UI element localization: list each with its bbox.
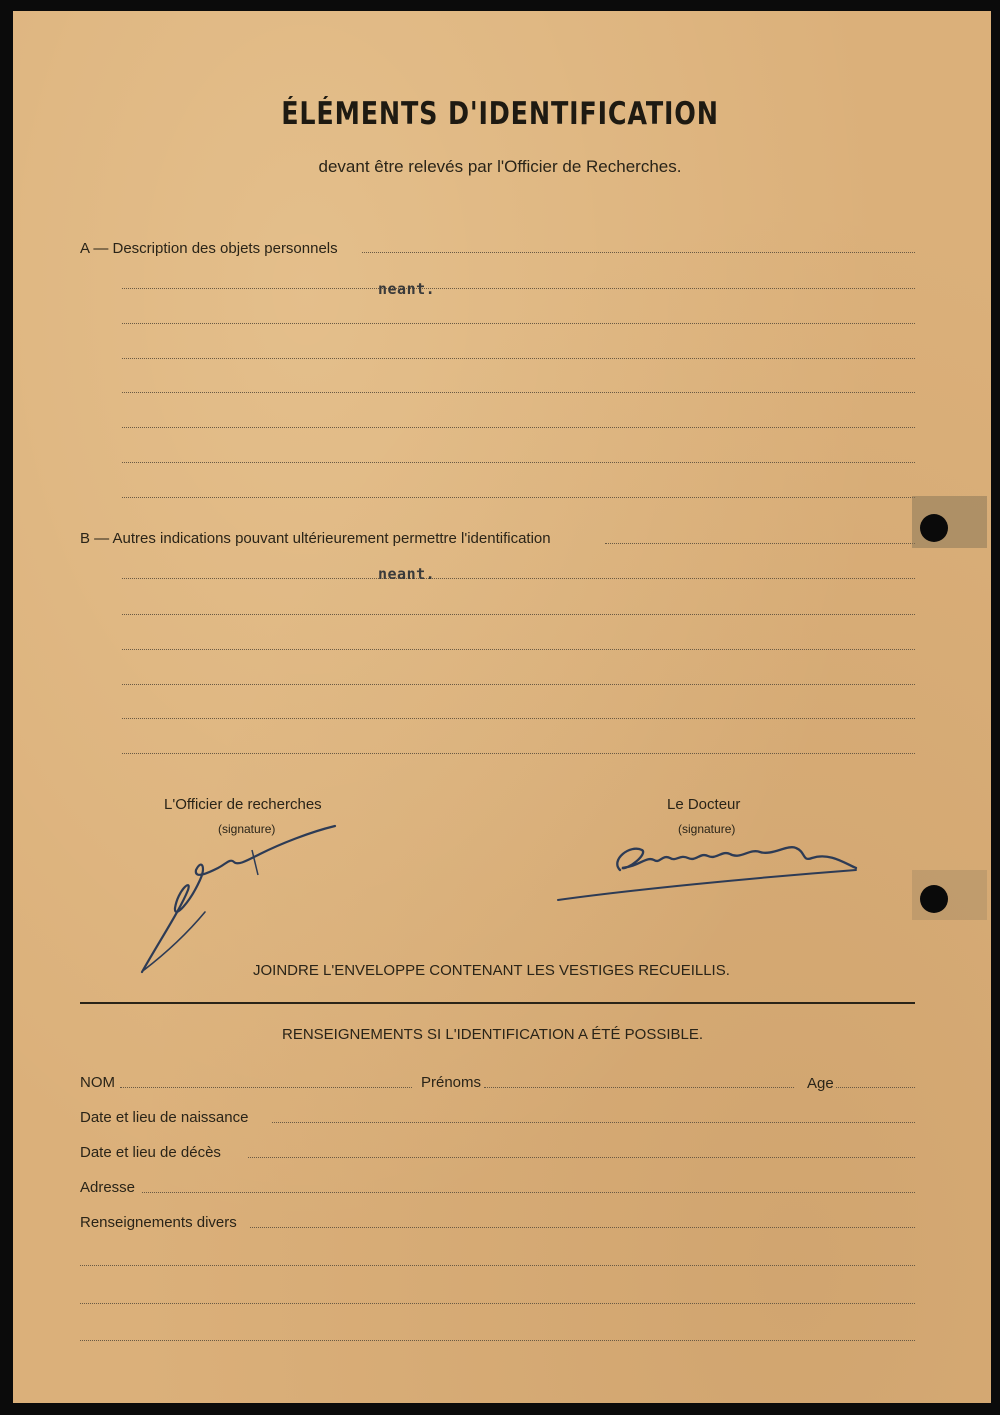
section-a-line-5[interactable] xyxy=(122,392,915,393)
section-a-line-1[interactable] xyxy=(362,252,915,253)
naissance-label: Date et lieu de naissance xyxy=(80,1109,249,1126)
section-b-line-1[interactable] xyxy=(605,543,915,544)
form-sheet xyxy=(13,11,991,1403)
deces-field[interactable] xyxy=(248,1157,915,1158)
punch-hole-upper xyxy=(920,514,948,542)
adresse-field[interactable] xyxy=(142,1192,915,1193)
section-a-typed-value: neant. xyxy=(378,280,436,298)
divers-field-line-4[interactable] xyxy=(80,1340,915,1341)
doctor-signature-mark xyxy=(550,830,870,910)
doctor-signature-label: Le Docteur xyxy=(667,796,741,813)
section-a-label: A — Description des objets personnels xyxy=(80,240,338,257)
section-a-line-8[interactable] xyxy=(122,497,915,498)
divers-field-line-3[interactable] xyxy=(80,1303,915,1304)
section-a-line-2[interactable] xyxy=(122,288,915,289)
identification-heading: RENSEIGNEMENTS SI L'IDENTIFICATION A ÉTÉ POSSIBLE. xyxy=(282,1026,704,1043)
section-divider xyxy=(80,1002,915,1004)
doctor-signature-note: (signature) xyxy=(678,822,736,836)
section-b-label: B — Autres indications pouvant ultérieurement permettre l'identification xyxy=(80,530,551,547)
nom-label: NOM xyxy=(80,1074,115,1091)
prenoms-field[interactable] xyxy=(484,1087,794,1088)
section-b-line-7[interactable] xyxy=(122,753,915,754)
section-a-line-3[interactable] xyxy=(122,323,915,324)
deces-label: Date et lieu de décès xyxy=(80,1144,221,1161)
section-b-typed-value: neant. xyxy=(378,565,436,583)
naissance-field[interactable] xyxy=(272,1122,915,1123)
section-b-line-4[interactable] xyxy=(122,649,915,650)
section-a-line-7[interactable] xyxy=(122,462,915,463)
officer-signature-label: L'Officier de recherches xyxy=(164,796,322,813)
section-a-line-4[interactable] xyxy=(122,358,915,359)
divers-label: Renseignements divers xyxy=(80,1214,237,1231)
age-field[interactable] xyxy=(836,1087,915,1088)
section-b-line-3[interactable] xyxy=(122,614,915,615)
section-b-line-6[interactable] xyxy=(122,718,915,719)
officer-signature-note: (signature) xyxy=(218,822,276,836)
nom-field[interactable] xyxy=(120,1087,412,1088)
form-subtitle: devant être relevés par l'Officier de Recherches. xyxy=(318,157,682,176)
section-b-line-5[interactable] xyxy=(122,684,915,685)
adresse-label: Adresse xyxy=(80,1179,136,1196)
age-label: Age xyxy=(807,1075,834,1092)
punch-hole-lower xyxy=(920,885,948,913)
section-b-line-2[interactable] xyxy=(122,578,915,579)
form-title: ÉLÉMENTS D'IDENTIFICATION xyxy=(281,96,719,132)
envelope-instruction: JOINDRE L'ENVELOPPE CONTENANT LES VESTIGES RECUEILLIS. xyxy=(253,962,730,979)
divers-field-line-2[interactable] xyxy=(80,1265,915,1266)
section-a-line-6[interactable] xyxy=(122,427,915,428)
divers-field-line-1[interactable] xyxy=(250,1227,915,1228)
prenoms-label: Prénoms xyxy=(421,1074,482,1091)
